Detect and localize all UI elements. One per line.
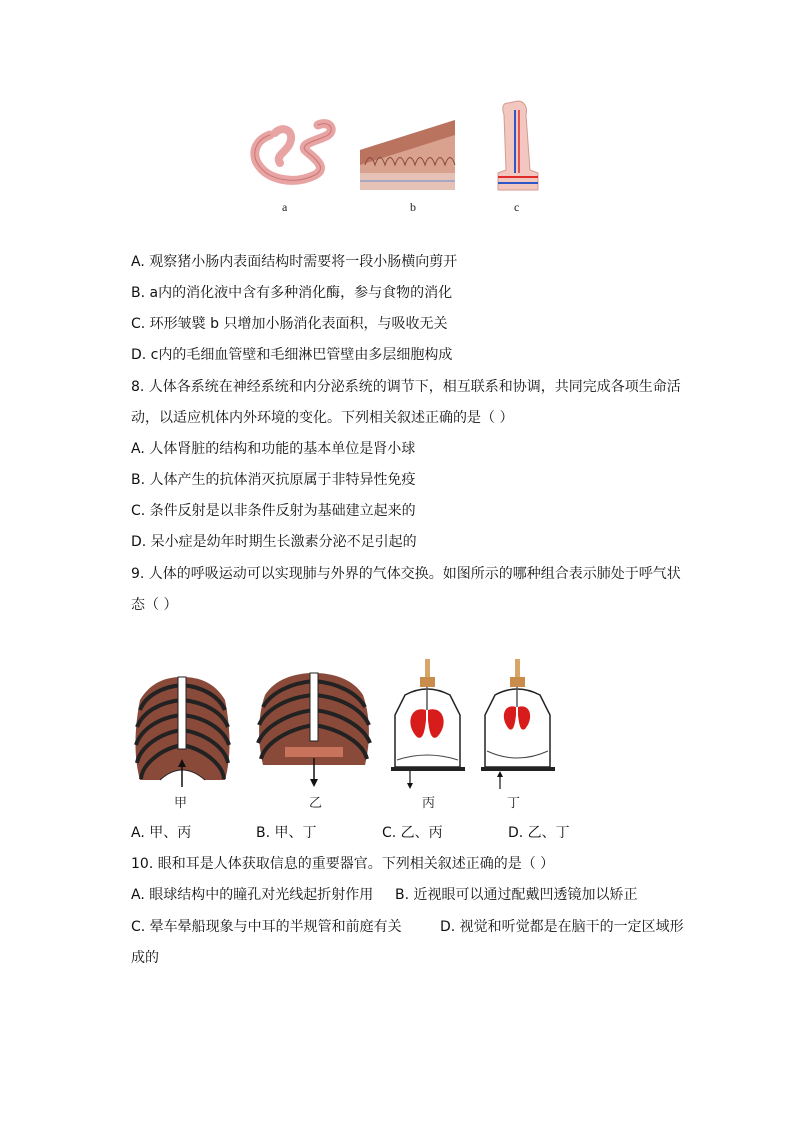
intestine-wall-section-image [360,120,455,190]
figure-label-c: c [514,200,520,214]
q10-stem: 10. 眼和耳是人体获取信息的重要器官。下列相关叙述正确的是（ ） [131,856,555,872]
q7-option-d: D. c内的毛细血管壁和毛细淋巴管壁由多层细胞构成 [131,347,453,363]
ribcage-yi-image [258,673,370,787]
q9-option-d: D. 乙、丁 [508,825,570,841]
intestine-figure [240,95,560,200]
figure-label-bing: 丙 [422,795,436,810]
q9-option-a: A. 甲、丙 [131,825,192,841]
q8-stem-line-1: 8. 人体各系统在神经系统和内分泌系统的调节下，相互联系和协调，共同完成各项生命活 [131,379,681,395]
bell-jar-ding-image [481,659,555,789]
q7-option-c: C. 环形皱襞 b 只增加小肠消化表面积，与吸收无关 [131,316,448,332]
q8-stem-line-2: 动，以适应机体内外环境的变化。下列相关叙述正确的是（ ） [131,410,514,426]
q10-option-d-continued: 成的 [131,950,159,966]
q10-option-b: B. 近视眼可以通过配戴凹透镜加以矫正 [395,887,638,903]
bell-jar-bing-image [391,659,465,789]
q9-stem-line-1: 9. 人体的呼吸运动可以实现肺与外界的气体交换。如图所示的哪种组合表示肺处于呼气状 [131,566,681,582]
q9-stem-line-2: 态（ ） [131,597,178,613]
q9-option-c: C. 乙、丙 [382,825,443,841]
figure-label-ding: 丁 [507,795,521,810]
q10-option-c: C. 晕车晕船现象与中耳的半规管和前庭有关 [131,919,402,935]
q7-option-a: A. 观察猪小肠内表面结构时需要将一段小肠横向剪开 [131,254,458,270]
figure-label-yi: 乙 [309,795,323,810]
small-intestine-image [255,124,331,181]
q8-option-c: C. 条件反射是以非条件反射为基础建立起来的 [131,503,416,519]
q8-option-a: A. 人体肾脏的结构和功能的基本单位是肾小球 [131,441,416,457]
q8-option-d: D. 呆小症是幼年时期生长激素分泌不足引起的 [131,534,417,550]
figure-label-jia: 甲 [174,795,188,810]
villus-image [498,101,538,190]
breathing-figure [125,655,565,795]
ribcage-jia-image [135,677,229,787]
q7-option-b: B. a内的消化液中含有多种消化酶，参与食物的消化 [131,285,453,301]
figure-label-b: b [410,200,416,214]
q9-option-b: B. 甲、丁 [256,825,317,841]
q10-option-d: D. 视觉和听觉都是在脑干的一定区域形 [440,919,684,935]
figure-label-a: a [282,200,288,214]
q8-option-b: B. 人体产生的抗体消灭抗原属于非特异性免疫 [131,472,416,488]
q10-option-a: A. 眼球结构中的瞳孔对光线起折射作用 [131,887,374,903]
